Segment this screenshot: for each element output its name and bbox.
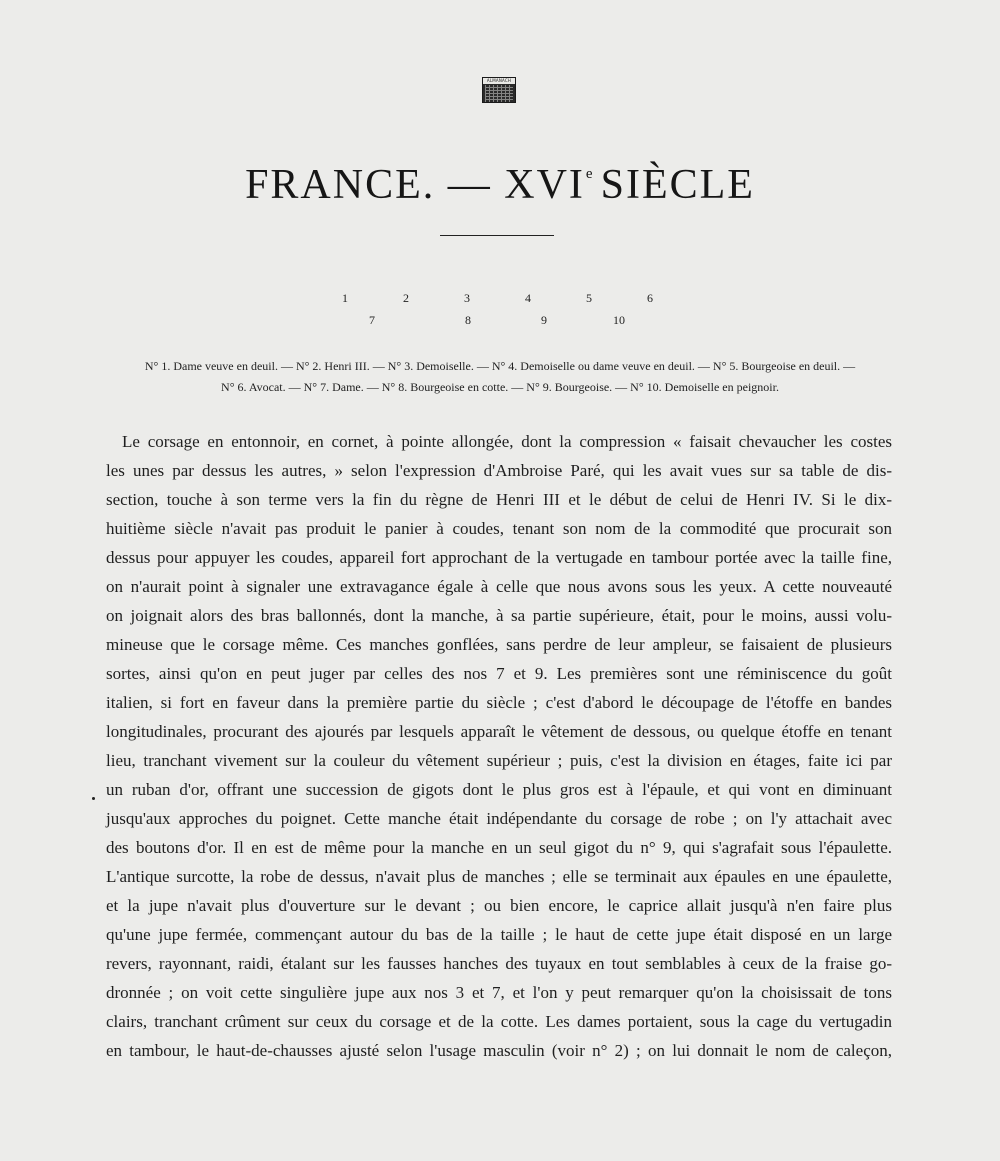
text-line: on n'aurait point à signaler une extravagance égale à celle que nous avons sous les yeux. A cette nouveauté: [106, 577, 892, 596]
plate-number: 9: [541, 313, 547, 327]
text-line: lieu, tranchant vivement sur la couleur du vêtement supérieur ; puis, c'est la division en étages, faite ici par: [106, 751, 892, 770]
plate-number: 3: [464, 291, 470, 305]
text-line: qu'une jupe fermée, commençant autour du bas de la taille ; le haut de cette jupe était disposé en un large: [106, 925, 892, 944]
plate-number: 5: [586, 291, 592, 305]
text-line: clairs, tranchant crûment sur ceux du corsage et de la cotte. Les dames portaient, sous la cage du vertugadin: [106, 1012, 892, 1031]
almanach-emblem: [482, 77, 516, 103]
text-line: Le corsage en entonnoir, en cornet, à pointe allongée, dont la compression « faisait chevaucher les costes: [122, 432, 892, 451]
text-line: en tambour, le haut-de-chausses ajusté selon l'usage masculin (voir n° 2) ; on lui donnait le nom de caleçon,: [106, 1041, 892, 1060]
text-line: dronnée ; on voit cette singulière jupe aux nos 3 et 7, et l'on y peut remarquer qu'on la choisissait de tons: [106, 983, 892, 1002]
page-title: [0, 148, 1000, 211]
text-line: mineuse que le corsage même. Ces manches gonflées, sans perdre de leur ampleur, se faisaient de plusieurs: [106, 635, 892, 654]
text-line: jusqu'aux approches du poignet. Cette manche était indépendante du corsage de robe ; on l'y attachait avec: [106, 809, 892, 828]
text-line: section, touche à son terme vers la fin du règne de Henri III et le début de celui de Henri IV. Si le dix-: [106, 490, 892, 509]
title-main: FRANCE. — XVI: [245, 162, 585, 208]
title-end: SIÈCLE: [600, 162, 755, 208]
text-line: dessus pour appuyer les coudes, appareil fort approchant de la vertugade en tambour portée avec la taille fine,: [106, 548, 892, 567]
almanach-label: ALMANACH: [483, 78, 515, 84]
text-line: sortes, ainsi qu'on en peut juger par celles des nos 7 et 9. Les premières sont une réminiscence du goût: [106, 664, 892, 683]
text-line: longitudinales, procurant des ajourés par lesquels apparaît le vêtement de dessous, ou quelque étoffe en tenant: [106, 722, 892, 741]
figure-legend-line: N° 6. Avocat. — N° 7. Dame. — N° 8. Bourgeoise en cotte. — N° 9. Bourgeoise. — N° 10. Demoiselle en peignoir.: [221, 380, 779, 394]
plate-number: 2: [403, 291, 409, 305]
text-line: revers, rayonnant, raidi, étalant sur les fausses hanches des tuyaux en tout semblables à ceux de la fraise go-: [106, 954, 892, 973]
plate-number: 6: [647, 291, 653, 305]
text-line: L'antique surcotte, la robe de dessus, n'avait plus de manches ; elle se terminait aux épaules en une épaulette,: [106, 867, 892, 886]
plate-number: 1: [342, 291, 348, 305]
calendar-grid-icon: [485, 85, 513, 103]
title-divider: [440, 235, 554, 236]
plate-number: 7: [369, 313, 375, 327]
figure-legend-line: N° 1. Dame veuve en deuil. — N° 2. Henri III. — N° 3. Demoiselle. — N° 4. Demoiselle ou dame veuve en deuil. — N° 5. Bourgeoise en deuil. —: [144, 359, 856, 373]
text-line: les unes par dessus les autres, » selon l'expression d'Ambroise Paré, qui les avait vues sur sa table de dis-: [106, 461, 892, 480]
title-superscript: e: [585, 166, 593, 182]
text-line: huitième siècle n'avait pas produit le panier à coudes, tenant son nom de la commodité que procurait son: [106, 519, 892, 538]
plate-number: 8: [465, 313, 471, 327]
text-line: des boutons d'or. Il en est de même pour la manche en un seul gigot du n° 9, qui s'agrafait sous l'épaulette.: [106, 838, 892, 857]
margin-mark: [92, 797, 95, 800]
text-line: on joignait alors des bras ballonnés, dont la manche, à sa partie supérieure, était, pour le moins, aussi volu-: [106, 606, 892, 625]
text-line: et la jupe n'avait plus d'ouverture sur le devant ; ou bien encore, le caprice allait jusqu'à n'en faire plus: [106, 896, 892, 915]
plate-number: 4: [525, 291, 531, 305]
text-line: italien, si fort en faveur dans la première partie du siècle ; c'est d'abord le découpage de l'étoffe en bandes: [106, 693, 892, 712]
text-line: un ruban d'or, offrant une succession de gigots dont le plus gros est à l'épaule, et qui vont en diminuant: [106, 780, 892, 799]
plate-number: 10: [613, 313, 625, 327]
